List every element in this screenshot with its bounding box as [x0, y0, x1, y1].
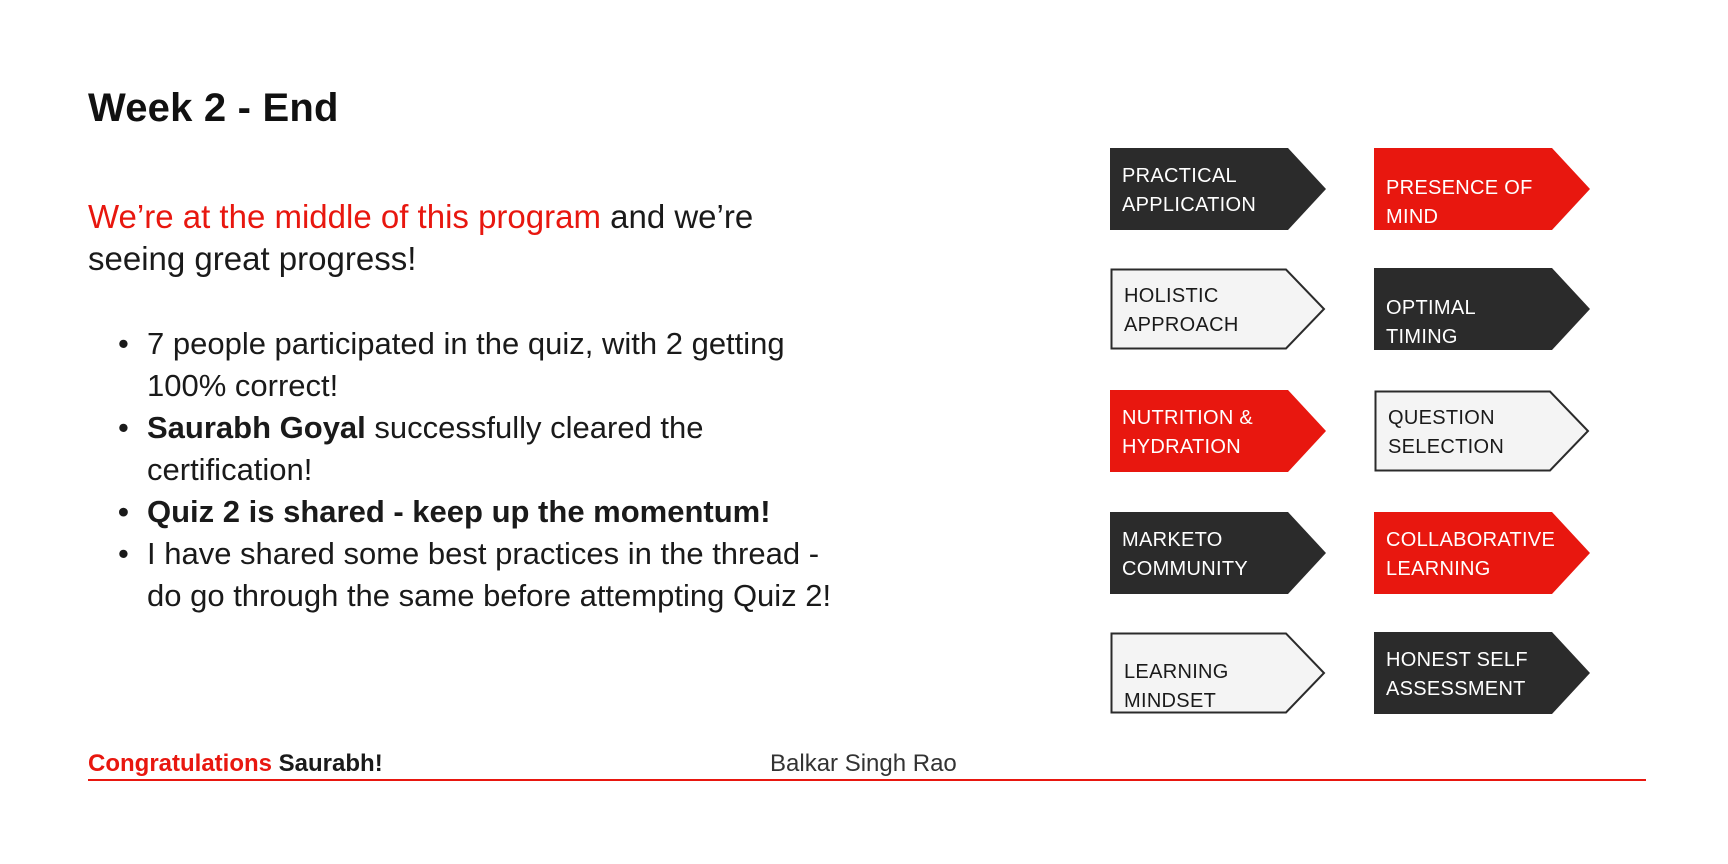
practice-chevron [1374, 632, 1590, 714]
bullet-text: 7 people participated in the quiz, with 2 getting 100% correct! [147, 326, 785, 403]
footer-divider [88, 779, 1646, 781]
footer-author: Balkar Singh Rao [770, 750, 957, 777]
practice-label: PRACTICAL APPLICATION [1122, 165, 1257, 216]
progress-bullets [118, 323, 838, 617]
practice-chevron [1374, 148, 1590, 230]
practice-chevron [1110, 148, 1326, 230]
practice-chevron [1110, 390, 1326, 472]
congrats-word: Congratulations [88, 750, 272, 777]
bullet-item [118, 491, 838, 533]
practice-chevron [1374, 268, 1590, 350]
bullet-text: Quiz 2 is shared - keep up the momentum! [147, 494, 771, 529]
congrats-name: Saurabh! [272, 750, 383, 777]
practice-label: OPTIMAL TIMING [1386, 297, 1476, 348]
practice-label: NUTRITION & HYDRATION [1122, 407, 1254, 458]
practice-label: HONEST SELF ASSESSMENT [1386, 649, 1528, 700]
practice-label: PRESENCE OF MIND [1386, 177, 1533, 228]
bullet-bold-name: Saurabh Goyal [147, 410, 366, 445]
bullet-marker: • [118, 494, 129, 529]
intro-highlight: We’re at the middle of this program [88, 198, 601, 235]
practice-label: HOLISTIC APPROACH [1124, 285, 1239, 336]
intro-rest: and we’re seeing great progress! [88, 198, 754, 277]
practice-label: LEARNING MINDSET [1124, 661, 1229, 712]
footer-congrats [88, 750, 383, 778]
practice-chevron [1110, 268, 1326, 350]
bullet-item [118, 323, 838, 407]
bullet-marker: • [118, 410, 129, 445]
bullet-marker: • [118, 536, 129, 571]
practice-label: QUESTION SELECTION [1388, 407, 1505, 458]
practice-chevron [1110, 512, 1326, 594]
practice-label: MARKETO COMMUNITY [1122, 529, 1249, 580]
practice-chevron [1374, 512, 1590, 594]
practice-chevron [1374, 390, 1590, 472]
bullet-item [118, 407, 838, 491]
bullet-marker: • [118, 326, 129, 361]
bullet-text: successfully cleared the certification! [147, 410, 704, 487]
bullet-text: I have shared some best practices in the thread - do go through the same before attempting Quiz 2! [147, 536, 832, 613]
bullet-item [118, 533, 838, 617]
best-practices-grid [1110, 148, 1590, 718]
practice-chevron [1110, 632, 1326, 714]
intro-text [88, 196, 828, 280]
practice-label: COLLABORATIVE LEARNING [1386, 529, 1556, 580]
slide-title: Week 2 - End [88, 86, 339, 130]
